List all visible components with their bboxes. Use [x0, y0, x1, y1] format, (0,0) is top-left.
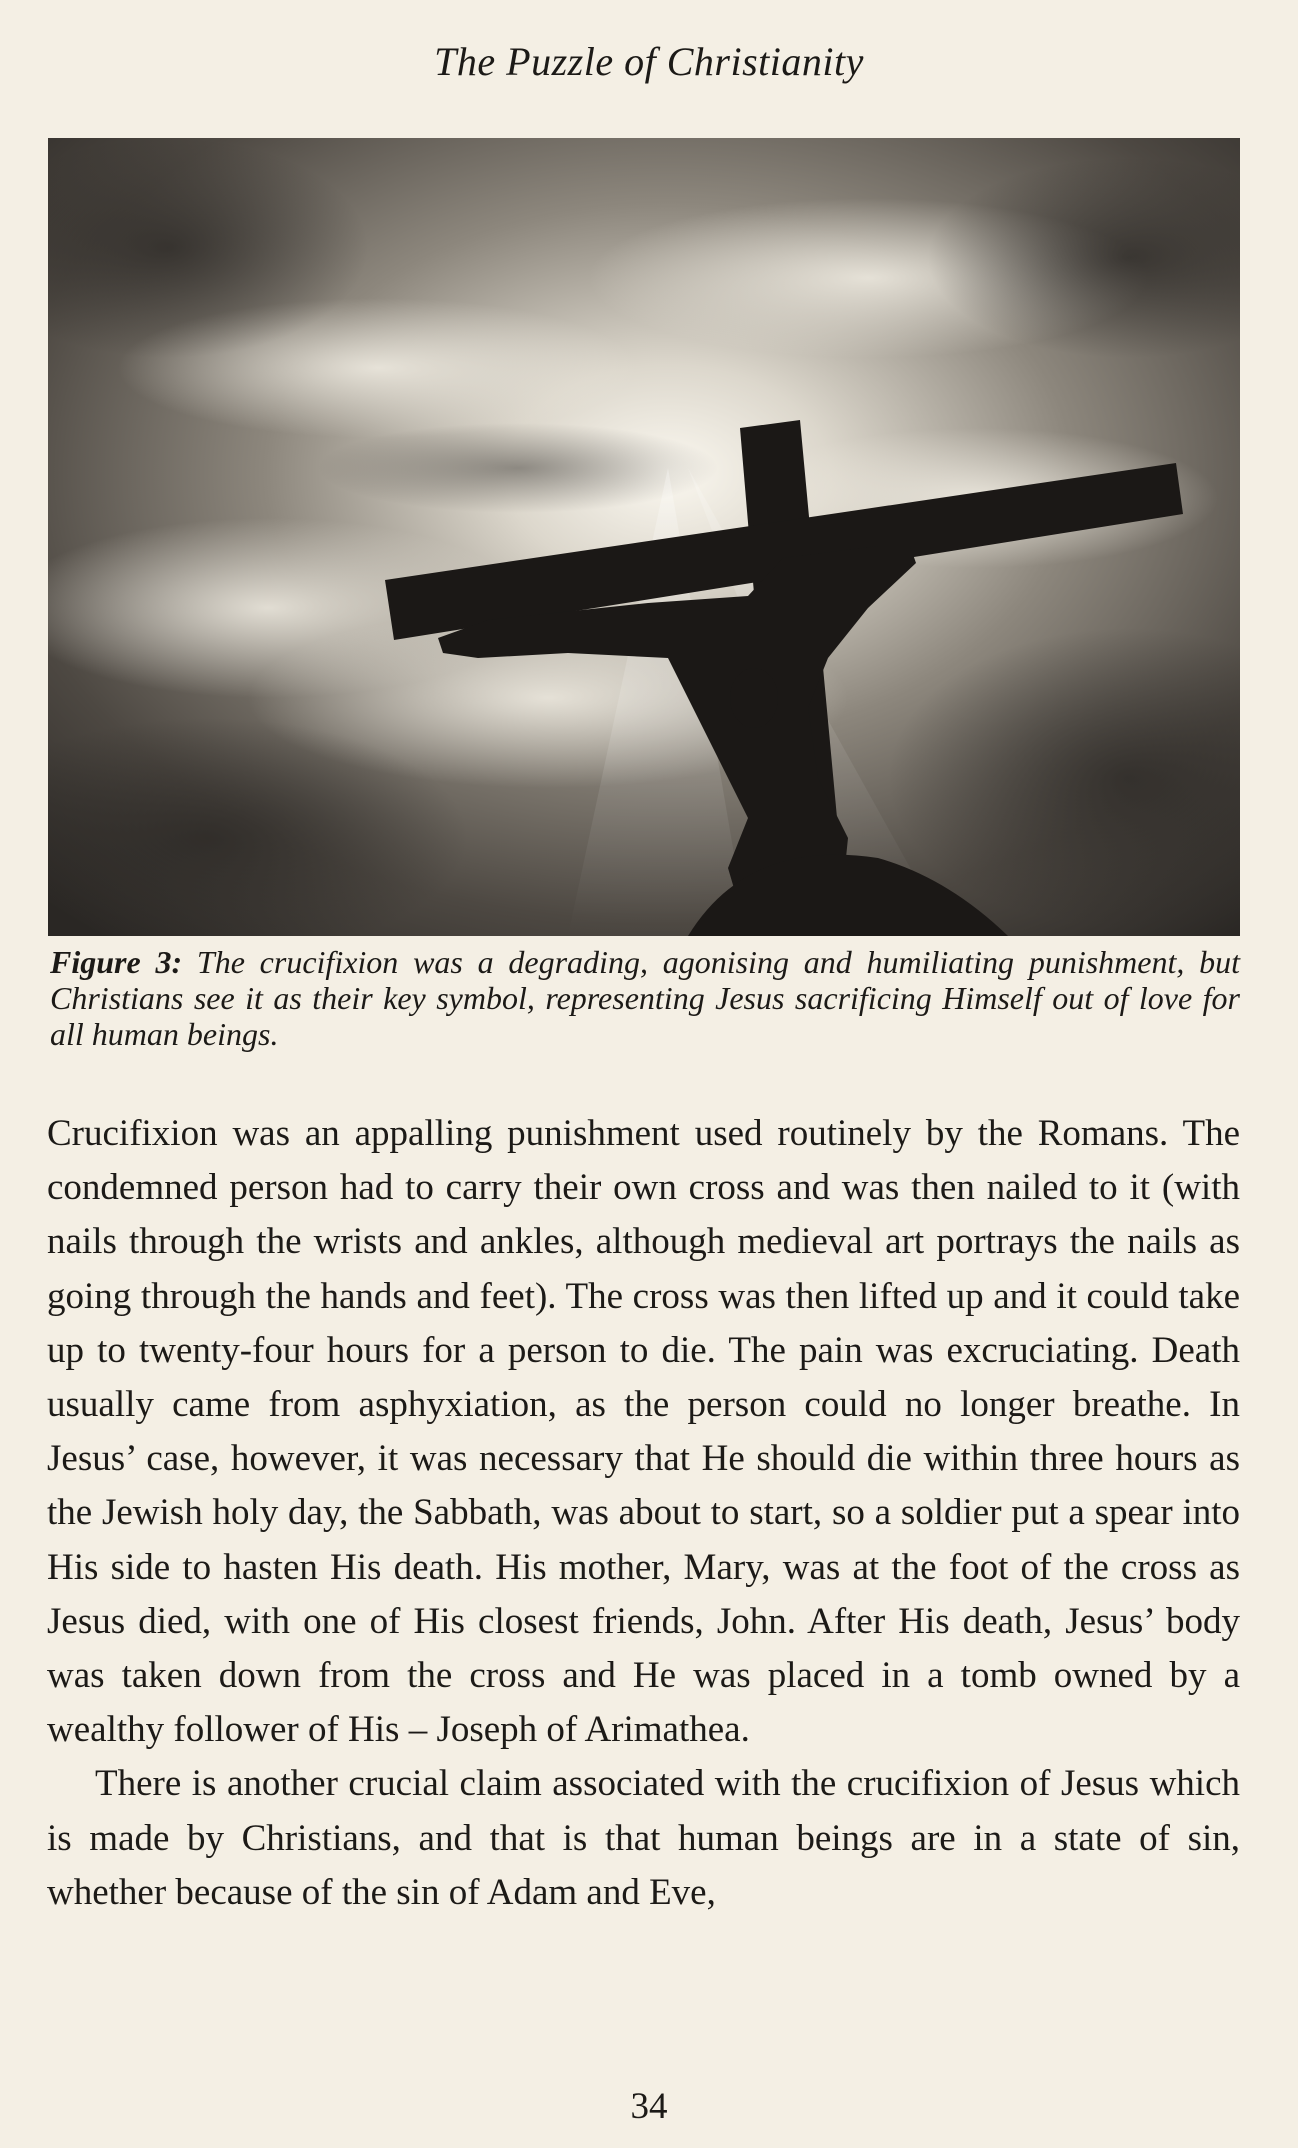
crucifixion-photo: [48, 138, 1240, 936]
body-text: [47, 1107, 1240, 1920]
figure-label: Figure 3:: [50, 944, 183, 980]
page-number: 34: [630, 2086, 668, 2127]
figure-caption: [50, 944, 1240, 1052]
running-head: The Puzzle of Christianity: [434, 39, 864, 84]
figure-caption-text: The crucifixion was a degrading, agonising and humiliating punishment, but Christians see it as their key symbol, representing Jesus sacrificing Himself out of love for all human beings.: [50, 944, 1241, 1052]
paragraph: There is another crucial claim associated with the crucifixion of Jesus which is made by Christians, and that is that human beings are in a state of sin, whether because of the sin of Adam and Eve,: [47, 1763, 1240, 1913]
paragraph: Crucifixion was an appalling punishment used routinely by the Romans. The condemned person had to carry their own cross and was then nailed to it (with nails through the wrists and ankles, although medieval art portrays the nails as going through the hands and feet). The cross was then lifted up and it could take up to twenty-four hours for a person to die. The pain was excruciating. Death usually came from asphyxiation, as the person could no longer breathe. In Jesus’ case, however, it was necessary that He should die within three hours as the Jewish holy day, the Sabbath, was about to start, so a soldier put a spear into His side to hasten His death. His mother, Mary, was at the foot of the cross as Jesus died, with one of His closest friends, John. After His death, Jesus’ body was taken down from the cross and He was placed in a tomb owned by a wealthy follower of His – Joseph of Arimathea.: [47, 1113, 1240, 1751]
